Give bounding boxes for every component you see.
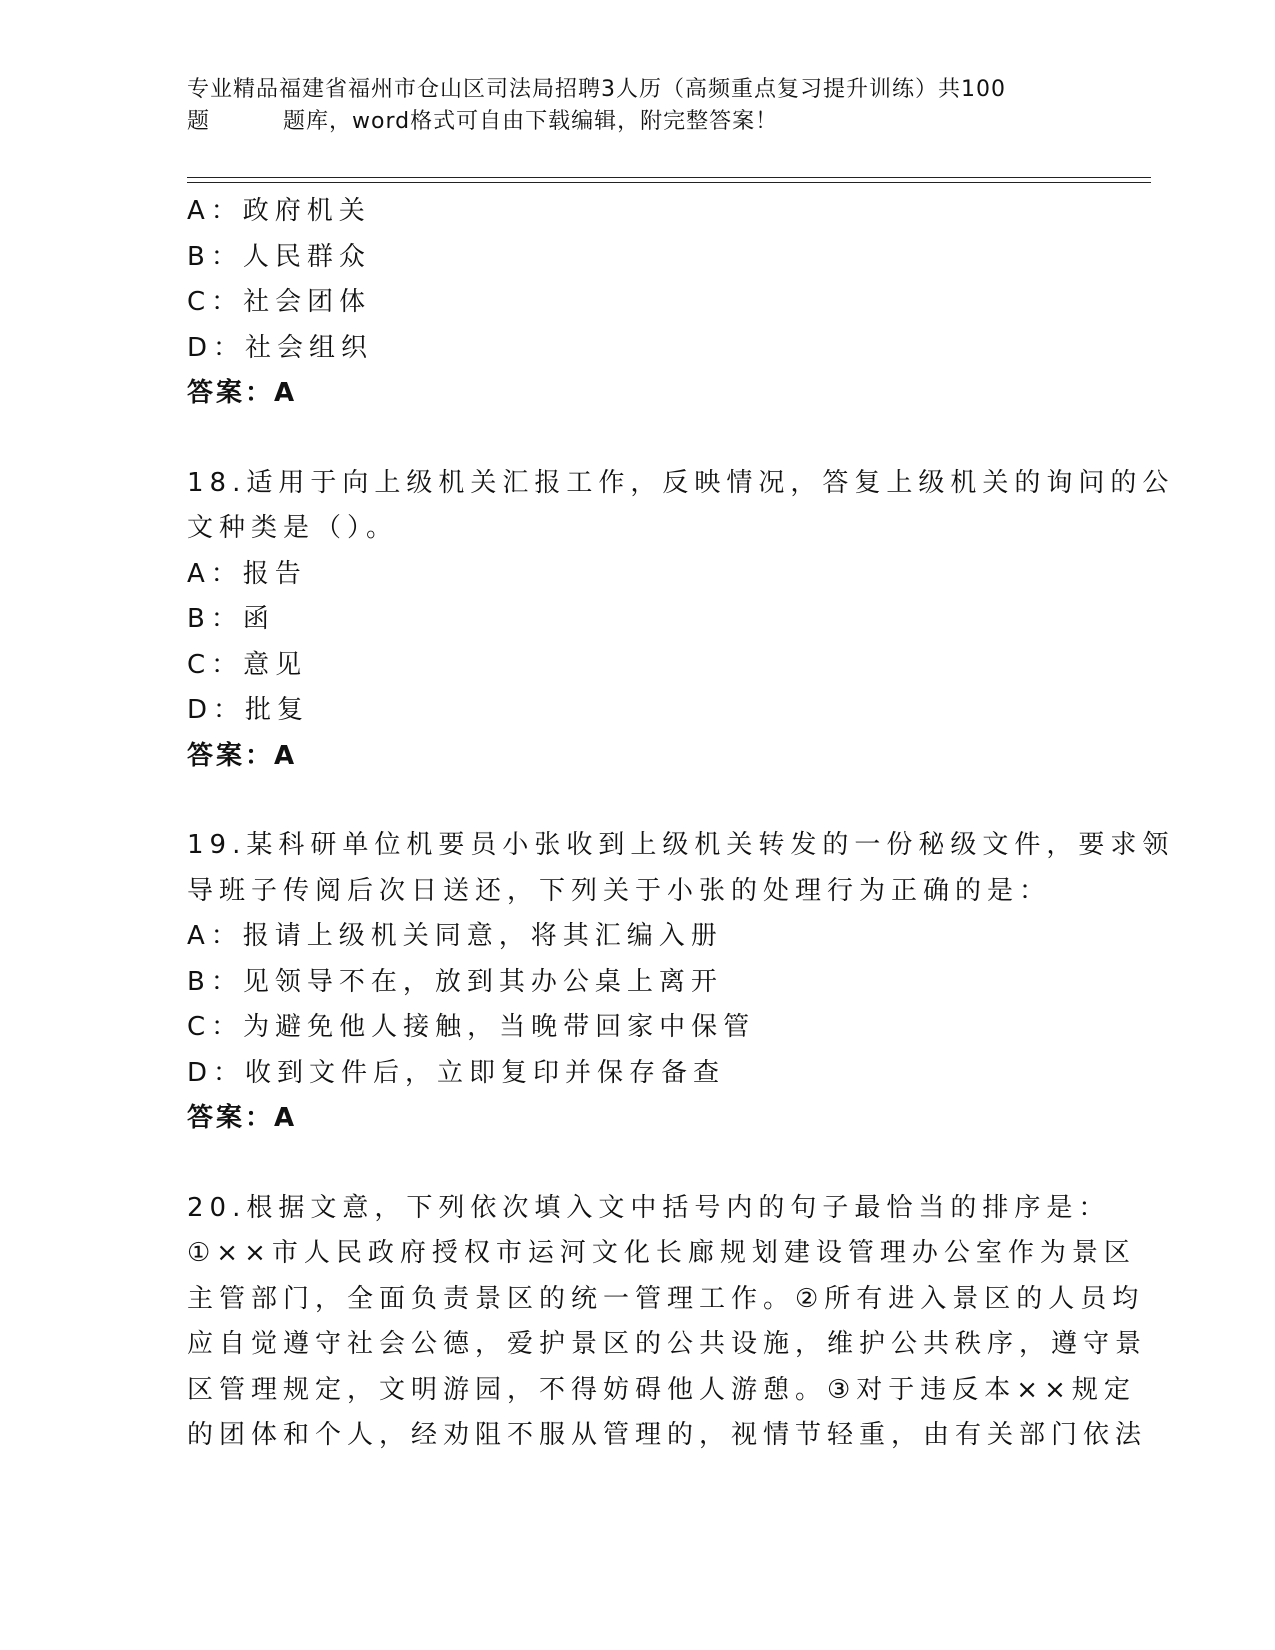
- passage-line: 应自觉遵守社会公德，爱护景区的公共设施，维护公共秩序，遵守景: [187, 1329, 1148, 1359]
- header-divider-top: [187, 177, 1151, 178]
- passage-line: ①××市人民政府授权市运河文化长廊规划建设管理办公室作为景区: [187, 1238, 1136, 1268]
- question-18: [187, 461, 1175, 780]
- passage-line: 区管理规定，文明游园，不得妨碍他人游憩。③对于违反本××规定: [187, 1374, 1136, 1405]
- document-header: [187, 74, 1087, 138]
- option-b: B：函: [187, 604, 275, 634]
- answer-line: 答案：A: [187, 378, 298, 408]
- option-b: B：人民群众: [187, 241, 371, 272]
- option-c: C：意见: [187, 649, 308, 680]
- question-stem-line: 18.适用于向上级机关汇报工作，反映情况，答复上级机关的询问的公: [187, 467, 1175, 498]
- option-d: D：社会组织: [187, 332, 374, 363]
- question-17: [187, 189, 1087, 417]
- passage-line: 主管部门，全面负责景区的统一管理工作。②所有进入景区的人员均: [187, 1283, 1145, 1314]
- question-19: [187, 823, 1175, 1142]
- option-c: C：为避免他人接触，当晚带回家中保管: [187, 1012, 756, 1042]
- document-body: [187, 189, 1175, 1459]
- header-line-1: 专业精品福建省福州市仓山区司法局招聘3人历（高频重点复习提升训练）共100: [187, 77, 1006, 102]
- header-line-2-left: 题: [187, 109, 211, 134]
- question-20: [187, 1186, 1148, 1459]
- answer-line: 答案：A: [187, 1103, 298, 1133]
- option-d: D：收到文件后，立即复印并保存备查: [187, 1057, 726, 1088]
- header-divider-bottom: [187, 182, 1151, 183]
- question-stem-line: 文种类是（）。: [187, 513, 399, 543]
- spacer: [187, 779, 1087, 823]
- passage-line: 的团体和个人，经劝阻不服从管理的，视情节轻重，由有关部门依法: [187, 1420, 1148, 1450]
- answer-line: 答案：A: [187, 740, 298, 771]
- option-d: D：批复: [187, 695, 310, 725]
- spacer: [187, 1142, 1087, 1186]
- option-a: A：报请上级机关同意，将其汇编入册: [187, 921, 723, 951]
- header-line-2-right: 题库，word格式可自由下载编辑，附完整答案！: [283, 109, 779, 134]
- question-stem-line: 19.某科研单位机要员小张收到上级机关转发的一份秘级文件，要求领: [187, 830, 1175, 860]
- question-stem-line: 导班子传阅后次日送还，下列关于小张的处理行为正确的是：: [187, 875, 1052, 906]
- option-a: A：政府机关: [187, 196, 371, 226]
- header-line-2: [187, 106, 1087, 138]
- option-b: B：见领导不在，放到其办公桌上离开: [187, 966, 723, 997]
- option-a: A：报告: [187, 558, 307, 589]
- question-stem-line: 20.根据文意，下列依次填入文中括号内的句子最恰当的排序是：: [187, 1192, 1111, 1223]
- spacer: [187, 417, 1087, 461]
- option-c: C：社会团体: [187, 287, 372, 317]
